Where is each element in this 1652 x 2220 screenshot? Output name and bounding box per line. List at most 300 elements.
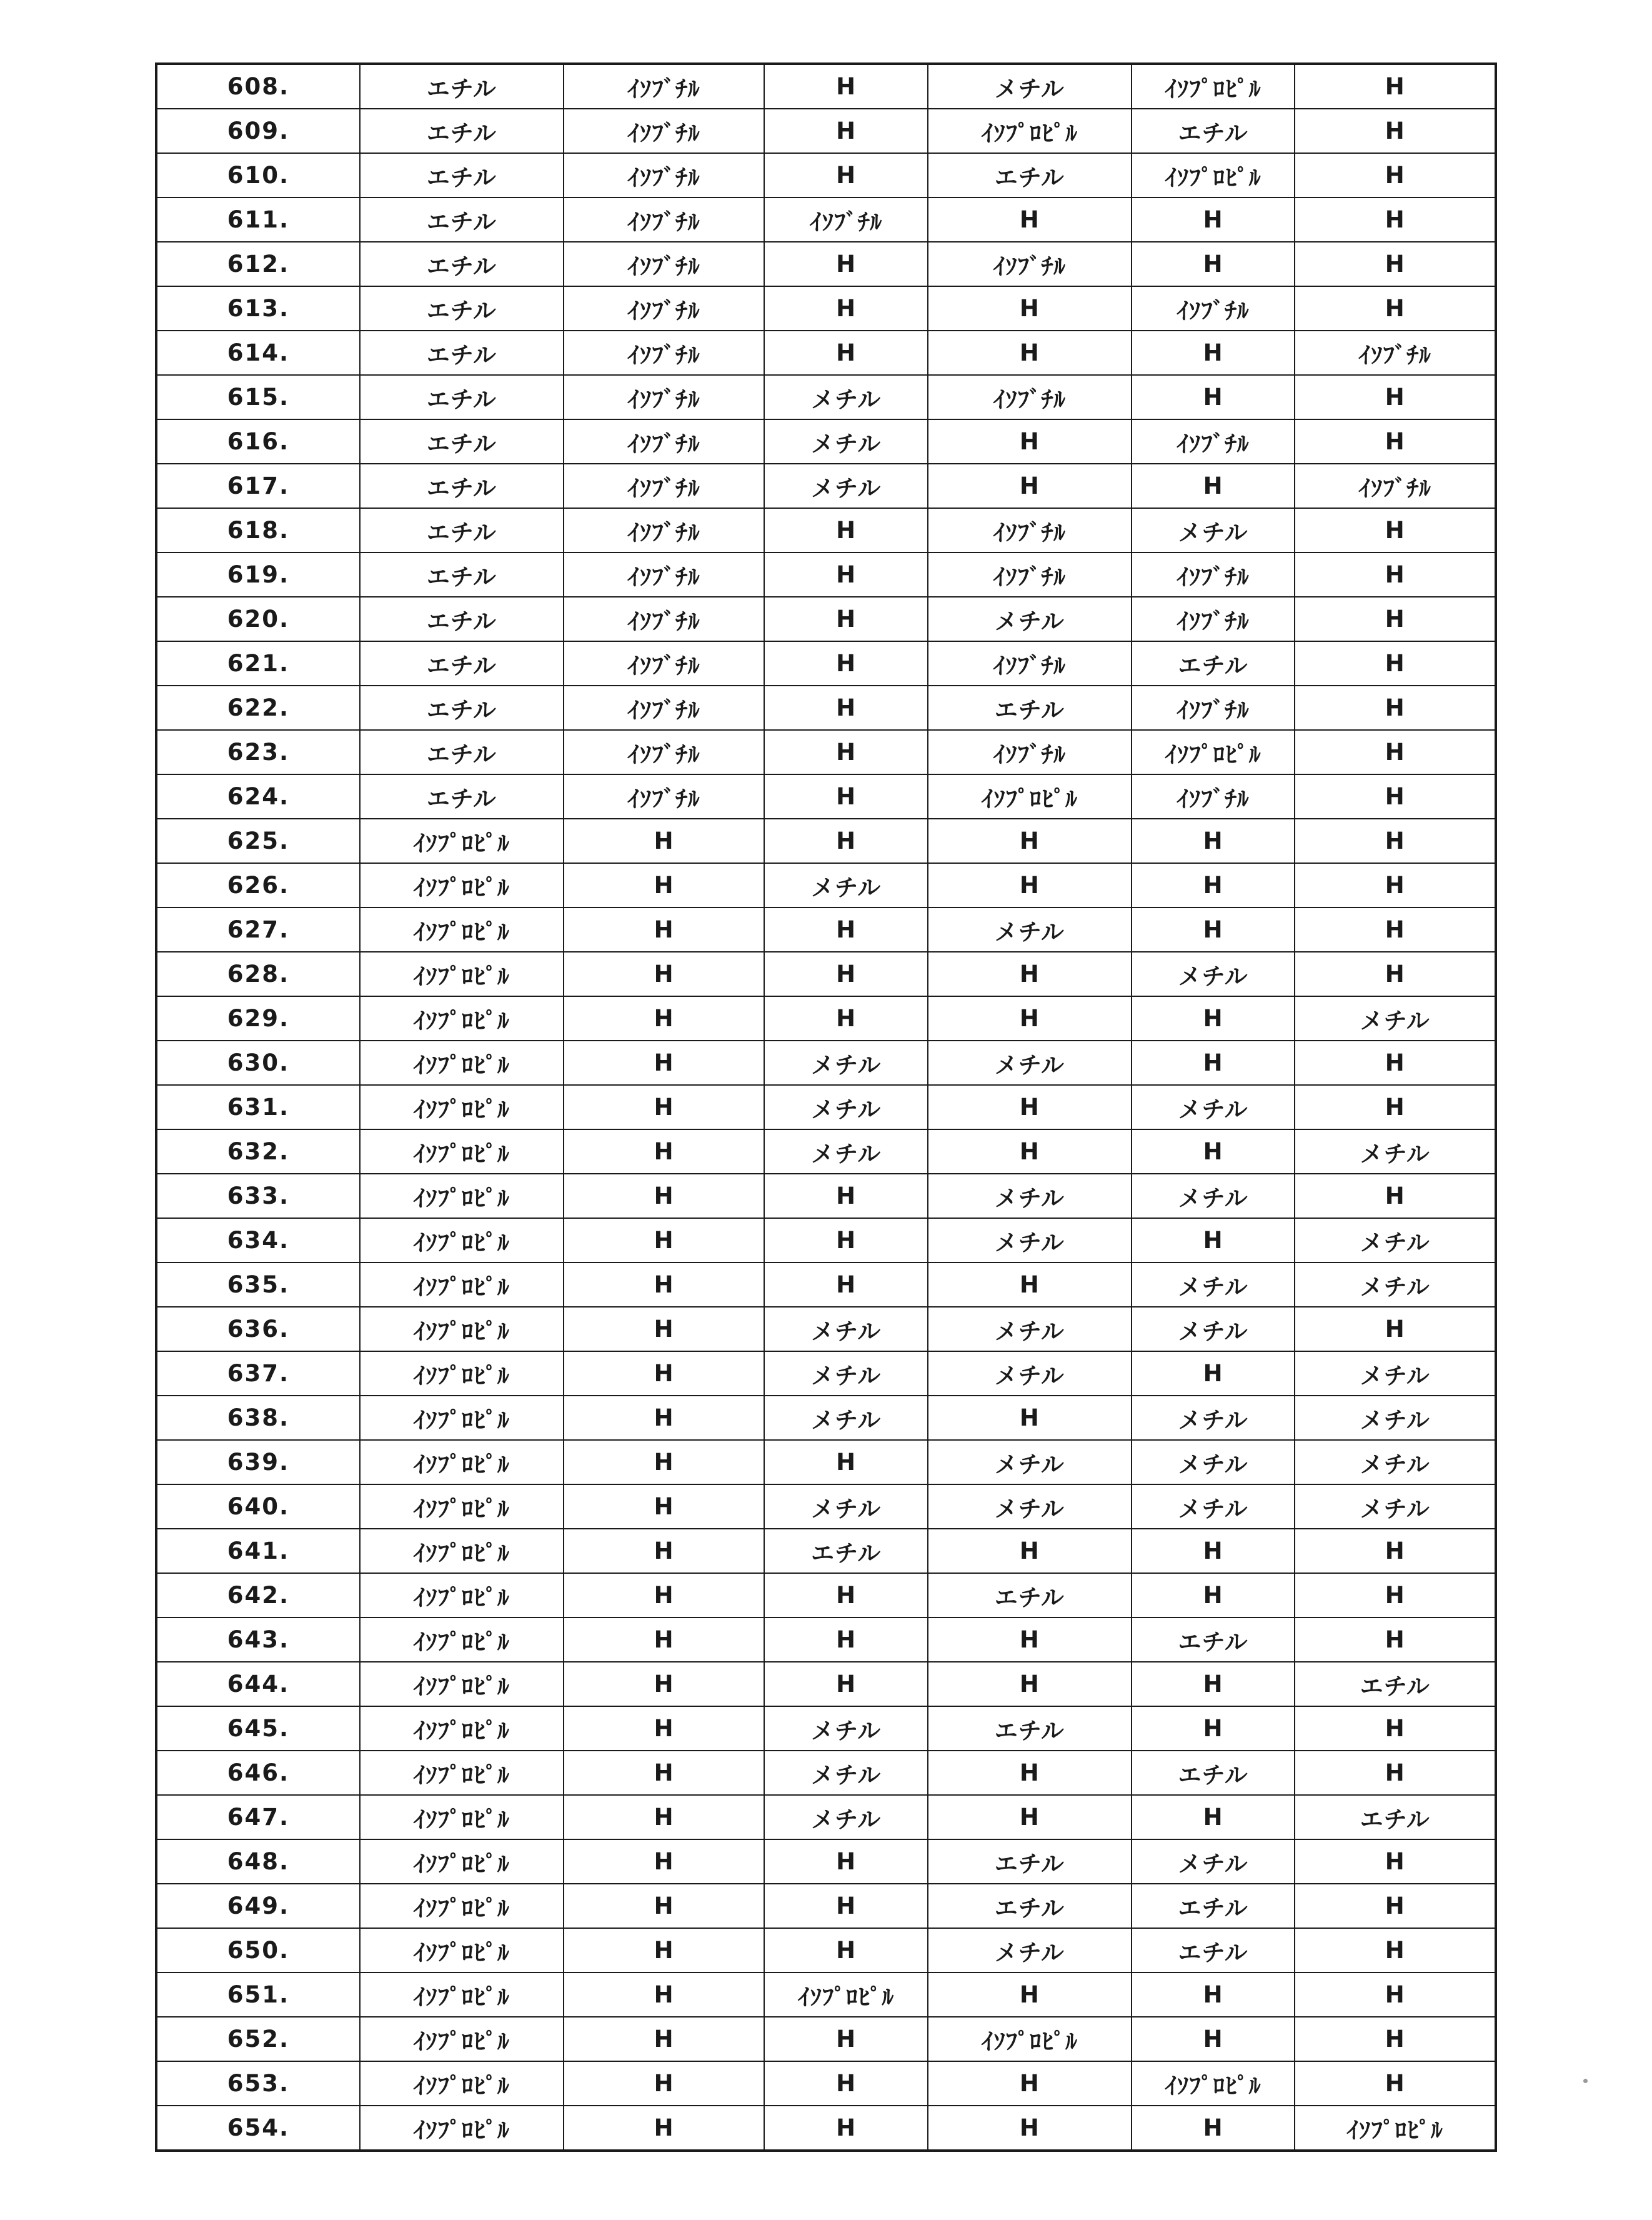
substituent-cell: ｲｿﾌﾞﾁﾙ: [564, 375, 765, 419]
row-number-cell: 628.: [156, 952, 360, 996]
substituent-cell: H: [564, 908, 765, 952]
substituent-cell: エチル: [360, 730, 564, 774]
substituent-cell: ｲｿﾌﾞﾁﾙ: [564, 464, 765, 508]
substituent-cell: メチル: [1132, 1839, 1295, 1884]
substituent-cell: ｲｿﾌﾟﾛﾋﾟﾙ: [360, 1041, 564, 1085]
substituent-table: [155, 62, 1497, 2152]
substituent-cell: H: [764, 908, 928, 952]
substituent-cell: メチル: [764, 1751, 928, 1795]
substituent-cell: H: [564, 1484, 765, 1529]
row-number-cell: 644.: [156, 1662, 360, 1706]
substituent-cell: H: [764, 1174, 928, 1218]
substituent-cell: H: [1295, 1839, 1496, 1884]
substituent-cell: ｲｿﾌﾞﾁﾙ: [564, 774, 765, 819]
substituent-cell: ｲｿﾌﾞﾁﾙ: [564, 153, 765, 198]
row-number-cell: 637.: [156, 1351, 360, 1396]
substituent-cell: H: [928, 1396, 1132, 1440]
substituent-cell: ｲｿﾌﾞﾁﾙ: [928, 508, 1132, 552]
substituent-cell: H: [564, 996, 765, 1041]
substituent-cell: エチル: [1295, 1795, 1496, 1839]
substituent-cell: ｲｿﾌﾟﾛﾋﾟﾙ: [928, 2017, 1132, 2061]
row-number-cell: 620.: [156, 597, 360, 641]
row-number-cell: 636.: [156, 1307, 360, 1351]
substituent-cell: H: [1132, 1573, 1295, 1618]
substituent-cell: エチル: [360, 375, 564, 419]
substituent-cell: H: [928, 1662, 1132, 1706]
substituent-cell: ｲｿﾌﾟﾛﾋﾟﾙ: [360, 1307, 564, 1351]
substituent-cell: H: [564, 863, 765, 908]
substituent-cell: H: [764, 64, 928, 109]
substituent-cell: エチル: [360, 552, 564, 597]
row-number-cell: 645.: [156, 1706, 360, 1751]
substituent-cell: H: [1295, 686, 1496, 730]
substituent-cell: エチル: [360, 242, 564, 286]
substituent-cell: メチル: [764, 1041, 928, 1085]
substituent-cell: H: [564, 1440, 765, 1484]
substituent-cell: H: [1295, 597, 1496, 641]
table-row: [156, 375, 1496, 419]
substituent-cell: H: [764, 1662, 928, 1706]
substituent-cell: エチル: [360, 597, 564, 641]
substituent-cell: H: [564, 1396, 765, 1440]
substituent-cell: エチル: [1132, 641, 1295, 686]
table-row: [156, 1262, 1496, 1307]
substituent-cell: H: [1295, 64, 1496, 109]
row-number-cell: 629.: [156, 996, 360, 1041]
substituent-cell: ｲｿﾌﾞﾁﾙ: [564, 109, 765, 153]
substituent-cell: H: [564, 1529, 765, 1573]
substituent-cell: H: [1295, 1972, 1496, 2017]
row-number-cell: 622.: [156, 686, 360, 730]
substituent-cell: メチル: [764, 464, 928, 508]
substituent-cell: H: [1132, 198, 1295, 242]
substituent-cell: メチル: [1295, 1484, 1496, 1529]
row-number-cell: 638.: [156, 1396, 360, 1440]
table-row: [156, 641, 1496, 686]
substituent-cell: エチル: [360, 198, 564, 242]
substituent-cell: ｲｿﾌﾟﾛﾋﾟﾙ: [360, 819, 564, 863]
table-row: [156, 1041, 1496, 1085]
substituent-cell: ｲｿﾌﾟﾛﾋﾟﾙ: [764, 1972, 928, 2017]
row-number-cell: 618.: [156, 508, 360, 552]
substituent-cell: メチル: [928, 1440, 1132, 1484]
table-row: [156, 153, 1496, 198]
substituent-cell: H: [1295, 641, 1496, 686]
substituent-cell: H: [564, 1972, 765, 2017]
table-row: [156, 508, 1496, 552]
substituent-cell: ｲｿﾌﾟﾛﾋﾟﾙ: [928, 774, 1132, 819]
substituent-cell: H: [1295, 375, 1496, 419]
substituent-cell: H: [764, 331, 928, 375]
substituent-cell: H: [928, 198, 1132, 242]
substituent-cell: ｲｿﾌﾟﾛﾋﾟﾙ: [360, 1972, 564, 2017]
row-number-cell: 642.: [156, 1573, 360, 1618]
substituent-cell: H: [928, 1129, 1132, 1174]
substituent-cell: H: [1295, 419, 1496, 464]
substituent-cell: H: [1295, 1618, 1496, 1662]
substituent-cell: H: [764, 109, 928, 153]
substituent-cell: メチル: [1295, 1351, 1496, 1396]
substituent-cell: H: [1295, 153, 1496, 198]
substituent-cell: メチル: [764, 1795, 928, 1839]
substituent-cell: H: [928, 863, 1132, 908]
substituent-cell: エチル: [1132, 1928, 1295, 1972]
substituent-cell: H: [764, 2061, 928, 2106]
table-row: [156, 2017, 1496, 2061]
substituent-cell: H: [1132, 1218, 1295, 1262]
row-number-cell: 625.: [156, 819, 360, 863]
substituent-cell: H: [928, 2061, 1132, 2106]
table-row: [156, 1085, 1496, 1129]
substituent-cell: H: [928, 1795, 1132, 1839]
substituent-cell: H: [1295, 774, 1496, 819]
substituent-cell: H: [764, 1839, 928, 1884]
substituent-cell: エチル: [1132, 1751, 1295, 1795]
substituent-cell: エチル: [928, 1706, 1132, 1751]
substituent-cell: H: [764, 1618, 928, 1662]
substituent-cell: メチル: [1132, 508, 1295, 552]
substituent-cell: ｲｿﾌﾞﾁﾙ: [928, 552, 1132, 597]
substituent-cell: H: [564, 1307, 765, 1351]
substituent-cell: メチル: [928, 1928, 1132, 1972]
substituent-cell: ｲｿﾌﾞﾁﾙ: [928, 641, 1132, 686]
substituent-cell: ｲｿﾌﾟﾛﾋﾟﾙ: [360, 1884, 564, 1928]
substituent-cell: H: [928, 1085, 1132, 1129]
substituent-cell: ｲｿﾌﾟﾛﾋﾟﾙ: [360, 2061, 564, 2106]
substituent-cell: ｲｿﾌﾟﾛﾋﾟﾙ: [928, 109, 1132, 153]
substituent-cell: ｲｿﾌﾟﾛﾋﾟﾙ: [360, 1928, 564, 1972]
substituent-cell: ｲｿﾌﾞﾁﾙ: [564, 419, 765, 464]
table-row: [156, 552, 1496, 597]
substituent-cell: ｲｿﾌﾟﾛﾋﾟﾙ: [360, 908, 564, 952]
substituent-cell: ｲｿﾌﾞﾁﾙ: [564, 730, 765, 774]
table-row: [156, 819, 1496, 863]
substituent-cell: H: [764, 286, 928, 331]
table-row: [156, 952, 1496, 996]
substituent-cell: H: [564, 1706, 765, 1751]
table-row: [156, 1839, 1496, 1884]
substituent-cell: H: [1295, 1307, 1496, 1351]
substituent-cell: H: [928, 1972, 1132, 2017]
substituent-cell: H: [764, 1262, 928, 1307]
substituent-cell: エチル: [1132, 1884, 1295, 1928]
table-row: [156, 464, 1496, 508]
substituent-cell: H: [564, 819, 765, 863]
table-row: [156, 286, 1496, 331]
table-row: [156, 1928, 1496, 1972]
substituent-cell: メチル: [1295, 1262, 1496, 1307]
substituent-cell: H: [928, 464, 1132, 508]
substituent-cell: ｲｿﾌﾞﾁﾙ: [1132, 286, 1295, 331]
substituent-cell: メチル: [1132, 1396, 1295, 1440]
substituent-cell: H: [764, 2017, 928, 2061]
row-number-cell: 635.: [156, 1262, 360, 1307]
substituent-cell: エチル: [928, 153, 1132, 198]
row-number-cell: 648.: [156, 1839, 360, 1884]
substituent-cell: H: [564, 1351, 765, 1396]
table-row: [156, 2061, 1496, 2106]
substituent-cell: ｲｿﾌﾟﾛﾋﾟﾙ: [1295, 2106, 1496, 2151]
substituent-cell: メチル: [1132, 1307, 1295, 1351]
row-number-cell: 639.: [156, 1440, 360, 1484]
substituent-cell: メチル: [928, 1351, 1132, 1396]
row-number-cell: 610.: [156, 153, 360, 198]
substituent-cell: ｲｿﾌﾞﾁﾙ: [564, 64, 765, 109]
substituent-cell: H: [564, 952, 765, 996]
table-row: [156, 1618, 1496, 1662]
substituent-cell: メチル: [1132, 1262, 1295, 1307]
substituent-cell: メチル: [764, 1085, 928, 1129]
substituent-cell: H: [764, 996, 928, 1041]
substituent-cell: H: [764, 952, 928, 996]
substituent-cell: エチル: [928, 1839, 1132, 1884]
substituent-cell: H: [564, 1262, 765, 1307]
substituent-cell: ｲｿﾌﾞﾁﾙ: [1132, 552, 1295, 597]
substituent-cell: H: [928, 1529, 1132, 1573]
substituent-cell: ｲｿﾌﾞﾁﾙ: [1295, 331, 1496, 375]
substituent-cell: ｲｿﾌﾞﾁﾙ: [1132, 774, 1295, 819]
substituent-cell: ｲｿﾌﾞﾁﾙ: [928, 730, 1132, 774]
row-number-cell: 630.: [156, 1041, 360, 1085]
substituent-cell: H: [1132, 331, 1295, 375]
substituent-cell: ｲｿﾌﾞﾁﾙ: [564, 597, 765, 641]
substituent-cell: エチル: [360, 153, 564, 198]
substituent-cell: H: [1295, 1529, 1496, 1573]
substituent-cell: ｲｿﾌﾟﾛﾋﾟﾙ: [360, 863, 564, 908]
row-number-cell: 649.: [156, 1884, 360, 1928]
substituent-cell: H: [764, 2106, 928, 2151]
substituent-cell: ｲｿﾌﾟﾛﾋﾟﾙ: [360, 1662, 564, 1706]
substituent-cell: ｲｿﾌﾟﾛﾋﾟﾙ: [360, 1573, 564, 1618]
substituent-cell: エチル: [360, 686, 564, 730]
substituent-cell: ｲｿﾌﾟﾛﾋﾟﾙ: [1132, 730, 1295, 774]
table-row: [156, 1795, 1496, 1839]
substituent-cell: エチル: [360, 419, 564, 464]
row-number-cell: 608.: [156, 64, 360, 109]
substituent-cell: ｲｿﾌﾞﾁﾙ: [564, 242, 765, 286]
row-number-cell: 654.: [156, 2106, 360, 2151]
table-row: [156, 1484, 1496, 1529]
substituent-cell: H: [1295, 242, 1496, 286]
substituent-cell: メチル: [928, 1484, 1132, 1529]
substituent-cell: ｲｿﾌﾟﾛﾋﾟﾙ: [360, 1351, 564, 1396]
substituent-cell: メチル: [764, 419, 928, 464]
row-number-cell: 643.: [156, 1618, 360, 1662]
table-row: [156, 64, 1496, 109]
substituent-cell: H: [1132, 908, 1295, 952]
substituent-cell: H: [1132, 1972, 1295, 2017]
substituent-cell: H: [564, 1928, 765, 1972]
substituent-cell: H: [1295, 1884, 1496, 1928]
substituent-cell: ｲｿﾌﾞﾁﾙ: [928, 375, 1132, 419]
substituent-cell: H: [1295, 730, 1496, 774]
table-row: [156, 1351, 1496, 1396]
row-number-cell: 609.: [156, 109, 360, 153]
substituent-cell: メチル: [928, 908, 1132, 952]
substituent-cell: ｲｿﾌﾟﾛﾋﾟﾙ: [360, 1484, 564, 1529]
substituent-cell: H: [564, 1662, 765, 1706]
substituent-cell: H: [764, 641, 928, 686]
substituent-cell: H: [564, 2106, 765, 2151]
substituent-cell: ｲｿﾌﾞﾁﾙ: [564, 331, 765, 375]
substituent-cell: メチル: [1295, 1218, 1496, 1262]
table-row: [156, 730, 1496, 774]
substituent-cell: メチル: [764, 1351, 928, 1396]
row-number-cell: 646.: [156, 1751, 360, 1795]
substituent-cell: H: [928, 952, 1132, 996]
substituent-cell: H: [1132, 1706, 1295, 1751]
substituent-cell: H: [928, 819, 1132, 863]
substituent-cell: H: [564, 1085, 765, 1129]
substituent-cell: ｲｿﾌﾟﾛﾋﾟﾙ: [360, 1174, 564, 1218]
substituent-cell: H: [764, 730, 928, 774]
substituent-cell: ｲｿﾌﾟﾛﾋﾟﾙ: [360, 1839, 564, 1884]
substituent-cell: H: [928, 1618, 1132, 1662]
row-number-cell: 634.: [156, 1218, 360, 1262]
substituent-cell: エチル: [360, 286, 564, 331]
substituent-cell: メチル: [928, 597, 1132, 641]
row-number-cell: 652.: [156, 2017, 360, 2061]
substituent-cell: H: [1132, 375, 1295, 419]
substituent-cell: メチル: [1295, 996, 1496, 1041]
substituent-cell: H: [1132, 1041, 1295, 1085]
substituent-cell: H: [564, 1041, 765, 1085]
table-row: [156, 1751, 1496, 1795]
substituent-cell: エチル: [360, 774, 564, 819]
substituent-cell: H: [564, 2017, 765, 2061]
substituent-cell: H: [764, 1573, 928, 1618]
row-number-cell: 612.: [156, 242, 360, 286]
substituent-cell: H: [1295, 1928, 1496, 1972]
substituent-cell: エチル: [1295, 1662, 1496, 1706]
table-row: [156, 1440, 1496, 1484]
substituent-cell: ｲｿﾌﾟﾛﾋﾟﾙ: [360, 996, 564, 1041]
substituent-cell: H: [1295, 2061, 1496, 2106]
substituent-cell: エチル: [360, 641, 564, 686]
substituent-cell: ｲｿﾌﾟﾛﾋﾟﾙ: [1132, 153, 1295, 198]
substituent-cell: ｲｿﾌﾞﾁﾙ: [1132, 597, 1295, 641]
substituent-cell: H: [1295, 1573, 1496, 1618]
table-row: [156, 109, 1496, 153]
substituent-cell: H: [564, 1129, 765, 1174]
table-row: [156, 1972, 1496, 2017]
table-row: [156, 774, 1496, 819]
substituent-cell: メチル: [1132, 1484, 1295, 1529]
substituent-cell: ｲｿﾌﾟﾛﾋﾟﾙ: [360, 2106, 564, 2151]
row-number-cell: 647.: [156, 1795, 360, 1839]
row-number-cell: 624.: [156, 774, 360, 819]
substituent-cell: ｲｿﾌﾞﾁﾙ: [564, 508, 765, 552]
substituent-cell: H: [564, 1751, 765, 1795]
substituent-cell: H: [764, 1884, 928, 1928]
substituent-cell: H: [764, 153, 928, 198]
substituent-cell: ｲｿﾌﾟﾛﾋﾟﾙ: [360, 1618, 564, 1662]
substituent-cell: H: [764, 552, 928, 597]
substituent-cell: H: [764, 242, 928, 286]
substituent-cell: エチル: [360, 109, 564, 153]
substituent-cell: H: [564, 1884, 765, 1928]
substituent-cell: H: [1295, 819, 1496, 863]
row-number-cell: 615.: [156, 375, 360, 419]
substituent-cell: ｲｿﾌﾞﾁﾙ: [1132, 686, 1295, 730]
row-number-cell: 641.: [156, 1529, 360, 1573]
table-row: [156, 1307, 1496, 1351]
substituent-cell: ｲｿﾌﾟﾛﾋﾟﾙ: [360, 2017, 564, 2061]
substituent-cell: メチル: [1132, 952, 1295, 996]
table-row: [156, 1662, 1496, 1706]
row-number-cell: 633.: [156, 1174, 360, 1218]
substituent-cell: H: [1132, 1795, 1295, 1839]
substituent-cell: ｲｿﾌﾞﾁﾙ: [564, 552, 765, 597]
substituent-cell: メチル: [764, 1396, 928, 1440]
substituent-cell: ｲｿﾌﾞﾁﾙ: [764, 198, 928, 242]
table-row: [156, 1529, 1496, 1573]
substituent-cell: H: [1132, 996, 1295, 1041]
substituent-cell: H: [928, 331, 1132, 375]
row-number-cell: 632.: [156, 1129, 360, 1174]
substituent-cell: H: [928, 2106, 1132, 2151]
substituent-cell: H: [1295, 908, 1496, 952]
table-row: [156, 198, 1496, 242]
table-row: [156, 1129, 1496, 1174]
substituent-cell: エチル: [764, 1529, 928, 1573]
substituent-cell: メチル: [1295, 1440, 1496, 1484]
substituent-cell: H: [1295, 109, 1496, 153]
substituent-cell: H: [928, 419, 1132, 464]
substituent-cell: エチル: [1132, 109, 1295, 153]
substituent-cell: ｲｿﾌﾟﾛﾋﾟﾙ: [360, 1262, 564, 1307]
row-number-cell: 627.: [156, 908, 360, 952]
substituent-cell: H: [564, 1839, 765, 1884]
substituent-cell: メチル: [928, 1218, 1132, 1262]
substituent-cell: エチル: [1132, 1618, 1295, 1662]
substituent-cell: メチル: [928, 64, 1132, 109]
substituent-cell: エチル: [360, 64, 564, 109]
substituent-cell: メチル: [764, 1484, 928, 1529]
substituent-cell: H: [764, 1218, 928, 1262]
substituent-cell: H: [564, 1573, 765, 1618]
table-row: [156, 686, 1496, 730]
substituent-cell: エチル: [928, 686, 1132, 730]
row-number-cell: 623.: [156, 730, 360, 774]
substituent-cell: H: [1295, 1751, 1496, 1795]
substituent-cell: H: [564, 1174, 765, 1218]
substituent-cell: エチル: [928, 1884, 1132, 1928]
table-row: [156, 419, 1496, 464]
substituent-cell: H: [1295, 1041, 1496, 1085]
substituent-cell: ｲｿﾌﾟﾛﾋﾟﾙ: [360, 1529, 564, 1573]
substituent-cell: H: [1132, 242, 1295, 286]
table-row: [156, 1573, 1496, 1618]
row-number-cell: 617.: [156, 464, 360, 508]
substituent-cell: H: [1295, 198, 1496, 242]
substituent-cell: H: [764, 686, 928, 730]
substituent-cell: メチル: [764, 1307, 928, 1351]
substituent-cell: H: [1132, 863, 1295, 908]
substituent-cell: H: [1295, 1085, 1496, 1129]
table-row: [156, 242, 1496, 286]
substituent-cell: H: [1132, 1351, 1295, 1396]
row-number-cell: 640.: [156, 1484, 360, 1529]
substituent-cell: ｲｿﾌﾞﾁﾙ: [564, 198, 765, 242]
row-number-cell: 611.: [156, 198, 360, 242]
substituent-cell: H: [1132, 2106, 1295, 2151]
substituent-cell: H: [764, 1928, 928, 1972]
substituent-cell: メチル: [764, 375, 928, 419]
row-number-cell: 626.: [156, 863, 360, 908]
substituent-cell: H: [564, 1618, 765, 1662]
substituent-cell: ｲｿﾌﾟﾛﾋﾟﾙ: [1132, 2061, 1295, 2106]
